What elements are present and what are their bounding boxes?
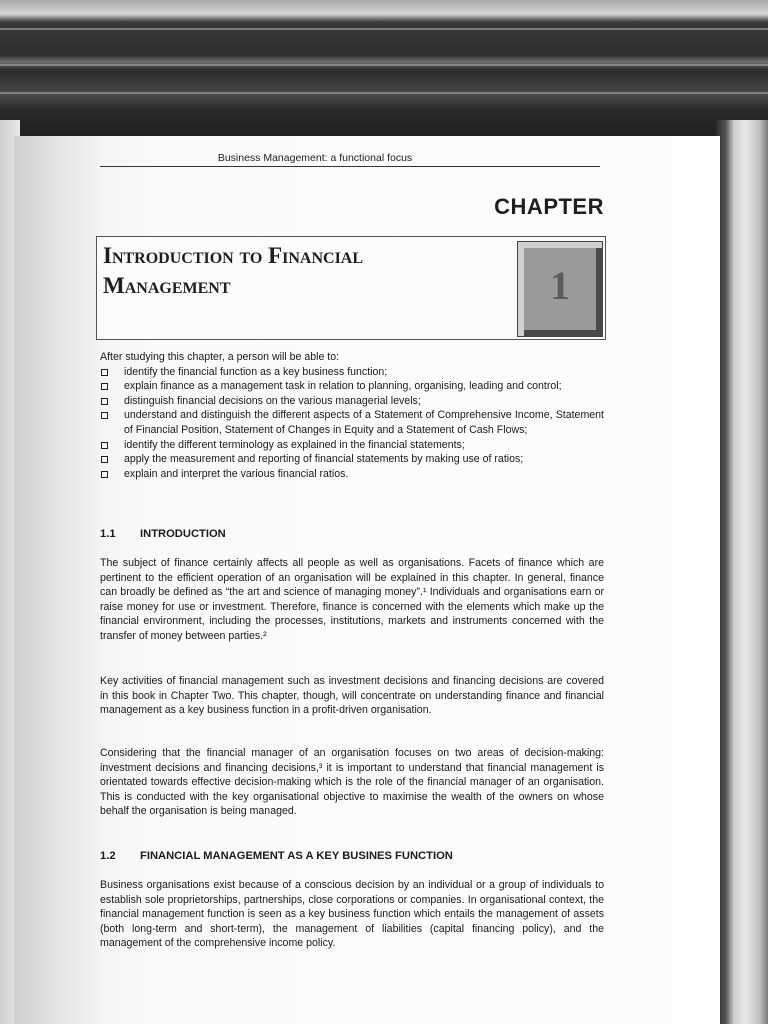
header-rule [100,166,600,167]
chapter-title-box [96,236,606,340]
document-page [14,136,720,1024]
square-bullet-icon [101,369,108,376]
chapter-title-line-1: Introduction to Financial [103,243,364,268]
square-bullet-icon [101,412,108,419]
scanner-top-edge [0,0,768,140]
running-head: Business Management: a functional focus [217,152,413,164]
section-title: FINANCIAL MANAGEMENT AS A KEY BUSINES FUNCTION [140,850,453,862]
objective-item: explain finance as a management task in relation to planning, organising, leading and control; [100,379,604,394]
section-1-1-paragraph-3: Considering that the financial manager of an organisation focuses on two areas of decision-making: investment decisions and financing decisions,³ it is important to understand that financial management is orientated towards effective decision-making which is the role of the financial manager of an organisation. This is conducted with the key organisational objective to maximise the wealth of the owners on whose behalf the organisation is being managed. [100,747,604,818]
square-bullet-icon [101,471,108,478]
chapter-number: 1 [550,263,570,308]
chapter-number-badge [517,241,603,337]
section-heading-1-1 [100,528,604,540]
chapter-title-line-2: Management [103,273,231,298]
objective-item: distinguish financial decisions on the various managerial levels; [100,394,604,409]
objective-item: identify the financial function as a key business function; [100,365,604,380]
section-heading-1-2 [100,850,604,862]
section-1-1-paragraph-1: The subject of finance certainly affects all people as well as organisations. Facets of finance which are pertinent to the efficient operation of an organisation will be explained in this chapter. In general, finance can broadly be defined as “the art and science of managing money”.¹ Individuals and organisations earn or raise money for use or investment. Therefore, finance is concerned with the elements which make up the financial environment, including the processes, institutions, markets and instruments concerned with the transfer of money between parties.² [100,557,604,642]
square-bullet-icon [101,383,108,390]
scan-artifact-line [0,64,768,66]
section-number: 1.2 [100,850,116,862]
scanner-right-edge [716,120,768,1024]
scan-artifact-line [0,28,768,30]
objective-item: explain and interpret the various financial ratios. [100,467,604,482]
chapter-label: CHAPTER [494,194,604,219]
section-number: 1.1 [100,528,116,540]
chapter-title [103,241,503,301]
square-bullet-icon [101,398,108,405]
section-title: INTRODUCTION [140,528,226,540]
scan-artifact-line [0,92,768,94]
square-bullet-icon [101,442,108,449]
objectives-list [100,365,604,482]
objective-item: identify the different terminology as explained in the financial statements; [100,438,604,453]
section-1-2-paragraph-1: Business organisations exist because of a conscious decision by an individual or a group of individuals to establish sole proprietorships, partnerships, close corporations or companies. In organisational context, the financial management function is seen as a key business function which entails the management of assets (both long-term and short-term), the management of liabilities (capital financing policy), and the management of the comprehensive income policy. [100,879,604,950]
objective-item: apply the measurement and reporting of financial statements by making use of ratios; [100,452,604,467]
objective-item: understand and distinguish the different aspects of a Statement of Comprehensive Income, Statement of Financial Position, Statement of Changes in Equity and a Statement of Cash Flows; [100,408,604,437]
square-bullet-icon [101,456,108,463]
objectives-intro: After studying this chapter, a person will be able to: [100,351,340,363]
section-1-1-paragraph-2: Key activities of financial management such as investment decisions and financing decisions are covered in this book in Chapter Two. This chapter, though, will concentrate on understanding finance and financial management as a key business function in a profit-driven organisation. [100,675,604,717]
learning-objectives [100,350,604,481]
